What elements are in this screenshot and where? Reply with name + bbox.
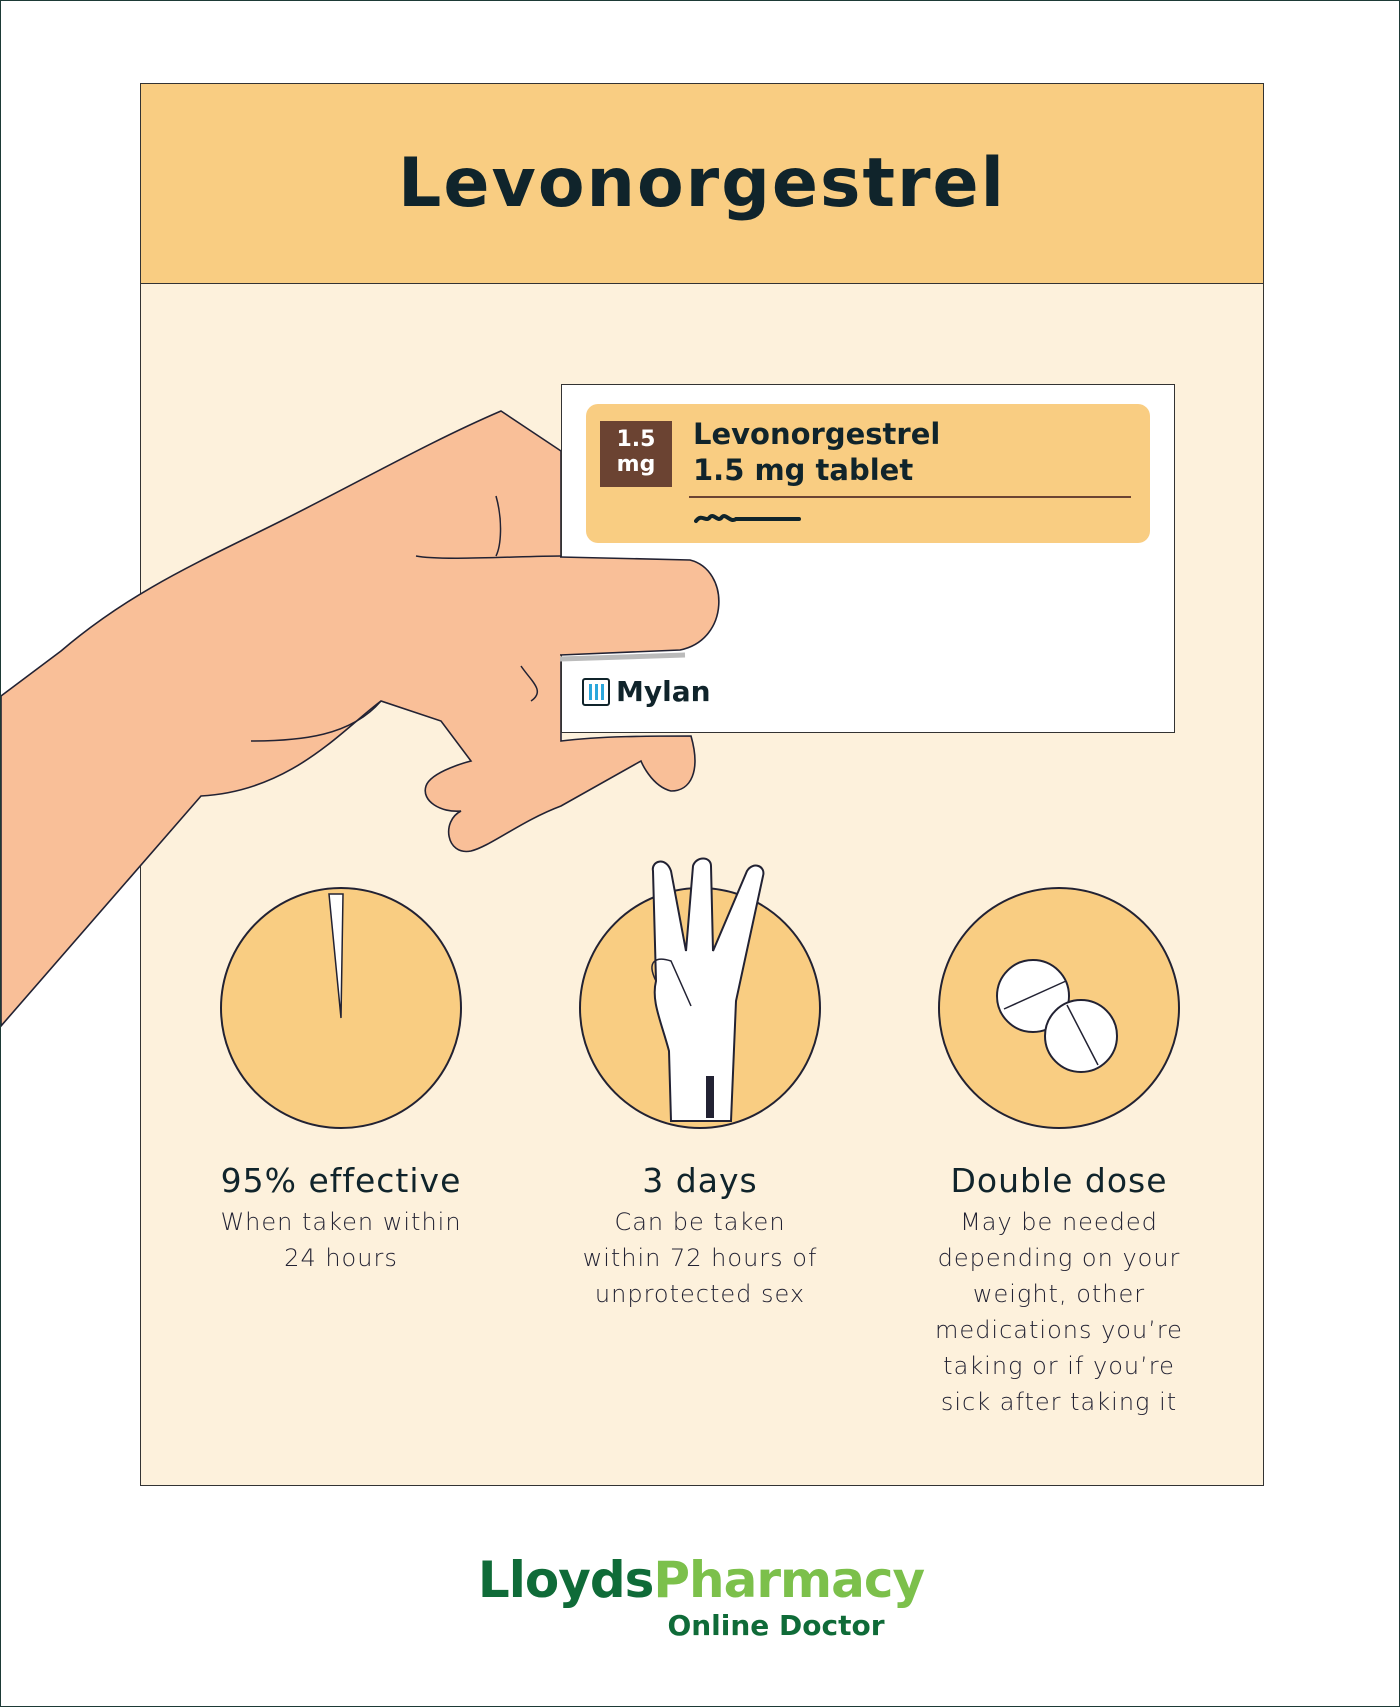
logo-lloyds: Lloyds	[477, 1551, 654, 1609]
mylan-logo-icon	[582, 678, 610, 706]
stat-line: depending on your	[937, 1244, 1181, 1272]
page-title: Levonorgestrel	[398, 144, 1006, 223]
stat-double-dose	[899, 1161, 1219, 1420]
stat-line: weight, other	[972, 1280, 1146, 1308]
stat-line: unprotected sex	[594, 1280, 806, 1308]
stat-line: taking or if you’re	[943, 1352, 1175, 1380]
pack-label	[586, 404, 1150, 543]
dose-badge	[600, 421, 672, 487]
pack-name	[693, 416, 940, 488]
pack-strength: 1.5 mg tablet	[693, 453, 914, 487]
stat-heading: 95% effective	[220, 1161, 462, 1200]
illustration	[1, 1, 1400, 1708]
brand-name: Mylan	[616, 675, 711, 708]
stat-line: 24 hours	[284, 1244, 398, 1272]
pie-chart-icon	[221, 888, 461, 1128]
stat-heading: 3 days	[642, 1161, 758, 1200]
logo-pharmacy: Pharmacy	[653, 1551, 925, 1609]
stat-heading: Double dose	[950, 1161, 1168, 1200]
stat-line: When taken within	[220, 1208, 462, 1236]
stat-effectiveness	[181, 1161, 501, 1276]
stat-line: medications you’re	[935, 1316, 1183, 1344]
dose-unit: mg	[616, 452, 656, 477]
stat-timeframe	[540, 1161, 860, 1312]
brand-logo	[582, 675, 711, 708]
lloydspharmacy-logo	[1, 1551, 1400, 1643]
two-tablets-icon	[939, 888, 1179, 1128]
label-divider	[689, 496, 1131, 498]
stat-line: Can be taken	[614, 1208, 786, 1236]
three-fingers-hand-icon	[580, 859, 820, 1129]
stat-line: sick after taking it	[940, 1388, 1178, 1416]
signature-squiggle	[694, 509, 804, 529]
stat-line: May be needed	[960, 1208, 1158, 1236]
logo-subtitle: Online Doctor	[667, 1609, 885, 1642]
stat-line: within 72 hours of	[582, 1244, 818, 1272]
thumb-icon	[560, 555, 730, 665]
dose-value: 1.5	[616, 427, 656, 452]
medicine-pack	[561, 384, 1175, 733]
pack-drug-name: Levonorgestrel	[693, 417, 941, 451]
